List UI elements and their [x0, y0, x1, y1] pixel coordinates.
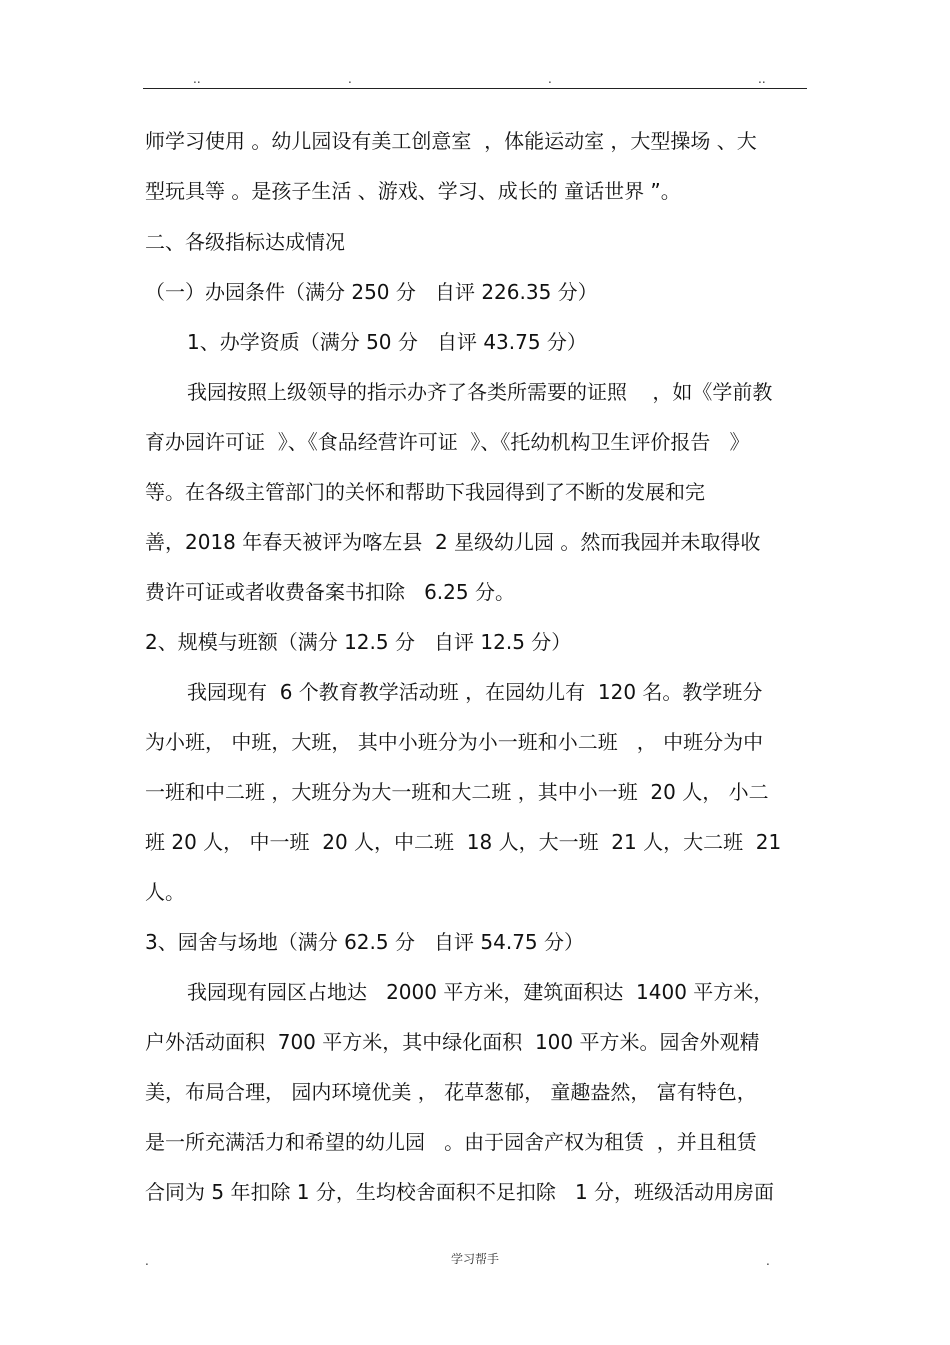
section-heading: 二、各级指标达成情况: [145, 230, 345, 254]
body-line: 户外活动面积 700 平方米，其中绿化面积 100 平方米。园舍外观精: [145, 1030, 760, 1054]
footer-right-mark: .: [766, 1254, 770, 1268]
body-line: 合同为 5 年扣除 1 分，生均校舍面积不足扣除 1 分，班级活动用房面: [145, 1180, 775, 1204]
item-heading: 1、办学资质（满分 50 分 自评 43.75 分）: [187, 330, 587, 354]
body-line: 善，2018 年春天被评为喀左县 2 星级幼儿园 。然而我园并未取得收: [145, 530, 761, 554]
footer-left-mark: .: [145, 1254, 149, 1268]
body-line: 型玩具等 。是孩子生活 、游戏、学习、成长的 童话世界 ”。: [145, 179, 681, 203]
body-line: 是一所充满活力和希望的幼儿园 。由于园舍产权为租赁 ，并且租赁: [145, 1130, 757, 1154]
body-line: 费许可证或者收费备案书扣除 6.25 分。: [145, 580, 515, 604]
header-mark-1: ..: [193, 72, 201, 86]
body-line: 一班和中二班 ，大班分为大一班和大二班 ，其中小一班 20 人， 小二: [145, 780, 769, 804]
body-line: 育办园许可证 》、《食品经营许可证 》、《托幼机构卫生评价报告 》: [145, 430, 750, 454]
header-rule: [143, 88, 807, 89]
body-line: 我园按照上级领导的指示办齐了各类所需要的证照 ，如《学前教: [187, 380, 773, 404]
body-line: 我园现有 6 个教育教学活动班 ，在园幼儿有 120 名。教学班分: [187, 680, 763, 704]
body-line: 班 20 人， 中一班 20 人，中二班 18 人，大一班 21 人，大二班 21: [145, 830, 782, 854]
item-heading: 2、规模与班额（满分 12.5 分 自评 12.5 分）: [145, 630, 572, 654]
header-mark-2: .: [348, 72, 352, 86]
footer-text: 学习帮手: [450, 1252, 499, 1266]
body-line: 人。: [145, 880, 185, 904]
body-line: 为小班， 中班，大班， 其中小班分为小一班和小二班 ， 中班分为中: [145, 730, 764, 754]
body-line: 等。在各级主管部门的关怀和帮助下我园得到了不断的发展和完: [145, 480, 705, 504]
item-heading: 3、园舍与场地（满分 62.5 分 自评 54.75 分）: [145, 930, 585, 954]
body-line: 我园现有园区占地达 2000 平方米，建筑面积达 1400 平方米，: [187, 980, 774, 1004]
header-mark-3: .: [548, 72, 552, 86]
subsection-heading: （一）办园条件（满分 250 分 自评 226.35 分）: [145, 280, 598, 304]
body-line: 美，布局合理， 园内环境优美 ， 花草葱郁， 童趣盎然， 富有特色，: [145, 1080, 757, 1104]
body-line: 师学习使用 。幼儿园设有美工创意室 ，体能运动室 ，大型操场 、大: [145, 129, 757, 153]
header-mark-4: ..: [758, 72, 766, 86]
